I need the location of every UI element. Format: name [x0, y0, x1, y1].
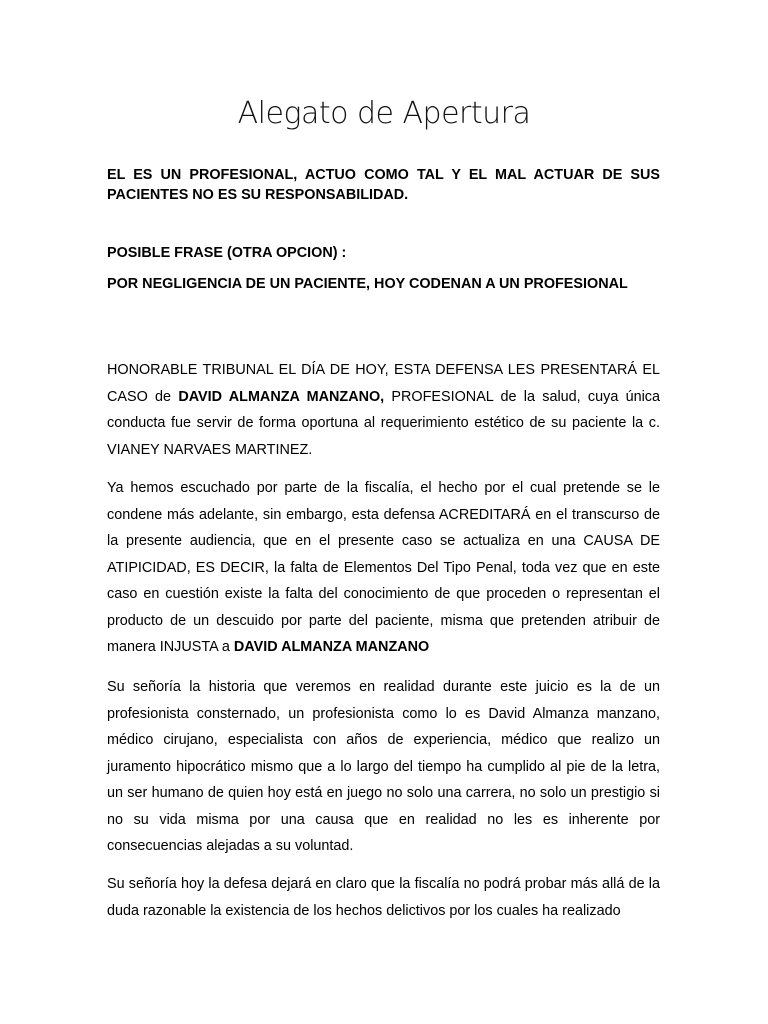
- alternative-phrase-text: POR NEGLIGENCIA DE UN PACIENTE, HOY CODENAN A UN PROFESIONAL: [107, 276, 628, 292]
- defendant-name: DAVID ALMANZA MANZANO: [233, 639, 430, 655]
- paragraph-text: PROFESIONAL de la salud, cuya única conducta fue servir de forma oportuna al requerimiento estético de su paciente la c. VIANEY NARVAES MARTINEZ.: [107, 388, 660, 458]
- paragraph-text: Ya hemos escuchado por parte de la fiscalía, el hecho por el cual pretende se le condene más adelante, sin embargo, esta defensa ACREDITARÁ en el transcurso de la presente audiencia, que en el presente caso se actualiza en una CAUSA DE ATIPICIDAD, ES DECIR, la falta de Elementos Del Tipo Penal, toda vez que en este caso en cuestión existe la falta del conocimiento de que proceden o representan el producto de un descuido por parte del paciente, misma que pretenden atribuir de manera INJUSTA a: [107, 480, 660, 655]
- paragraph-history: Su señoría la historia que veremos en realidad durante este juicio es la de un profesionista consternado, un profesionista como lo es David Almanza manzano, médico cirujano, especialista con años de experiencia, médico que realizo un juramento hipocrático mismo que a lo largo del tiempo ha cumplido al pie de la letra, un ser humano de quien hoy está en juego no solo una carrera, no solo un prestigio si no su vida misma por una causa que en realidad no les es inherente por consecuencias alejadas a su voluntad.: [107, 679, 660, 854]
- paragraph-text: HONORABLE TRIBUNAL EL DÍA DE HOY, ESTA DEFENSA LES PRESENTARÁ EL CASO de: [107, 362, 660, 405]
- defendant-name: DAVID ALMANZA MANZANO,: [178, 388, 385, 405]
- paragraph-introduction: [107, 357, 660, 463]
- alternative-phrase-heading: POSIBLE FRASE (OTRA OPCION) :: [107, 245, 347, 261]
- paragraph-reasonable-doubt: Su señoría hoy la defesa dejará en claro que la fiscalía no podrá probar más allá de la duda razonable la existencia de los hechos delictivos por los cuales ha realizado: [107, 876, 660, 919]
- main-argument-heading: EL ES UN PROFESIONAL, ACTUO COMO TAL Y EL MAL ACTUAR DE SUS PACIENTES NO ES SU RESPONSABILIDAD.: [107, 167, 660, 203]
- paragraph-atypicality: [107, 475, 660, 661]
- document-title: Alegato de Apertura: [237, 96, 531, 131]
